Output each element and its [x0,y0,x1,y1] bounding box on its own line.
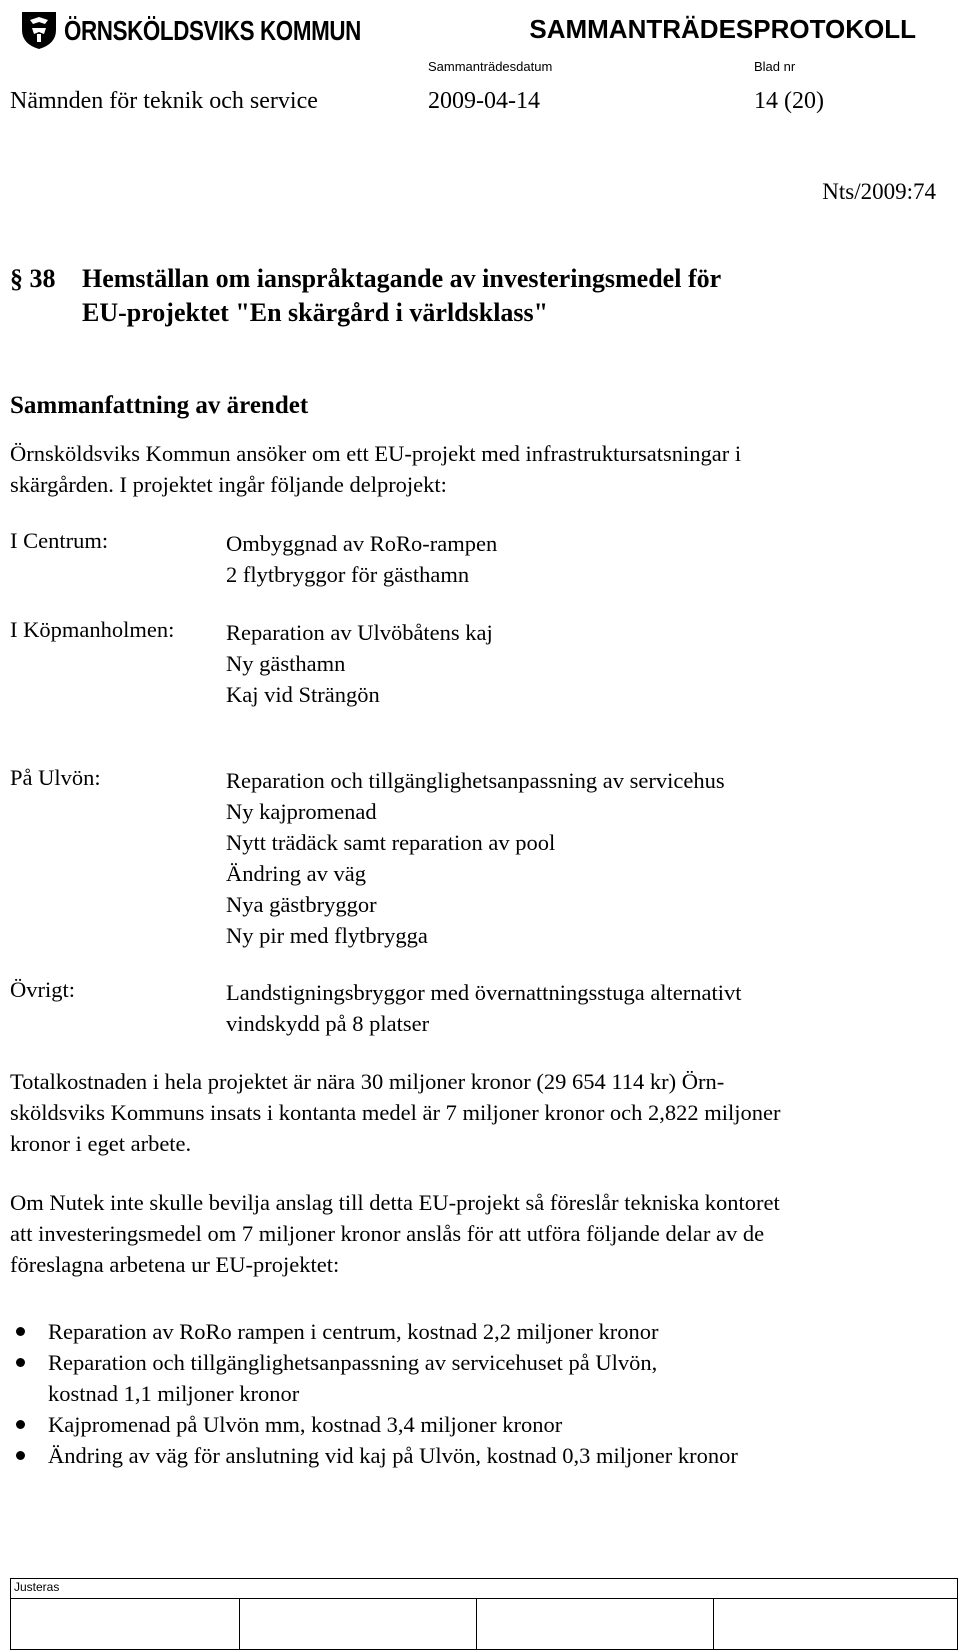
section-title-line: Hemställan om ianspråktagande av investeringsmedel för [82,264,722,293]
text-line: Örnsköldsviks Kommun ansöker om ett EU-projekt med infrastruktursatsningar i [10,441,742,466]
proposed-works-list [10,1316,738,1471]
summary-intro [10,438,930,500]
text-line: sköldsviks Kommuns insats i kontanta medel är 7 miljoner kronor och 2,822 miljoner [10,1100,781,1125]
list-item-text: Kajpromenad på Ulvön mm, kostnad 3,4 miljoner kronor [48,1412,563,1437]
signature-box [714,1599,958,1650]
subproject-item: Nya gästbryggor [226,892,377,917]
subproject-items [226,977,742,1039]
meeting-date: 2009-04-14 [428,88,540,114]
subproject-items [226,617,493,710]
page-number-label: Blad nr [754,59,796,74]
text-line: skärgården. I projektet ingår följande delprojekt: [10,472,447,497]
subproject-item: Ändring av väg [226,861,366,886]
municipality-name: ÖRNSKÖLDSVIKS KOMMUN [64,15,361,46]
list-item [10,1347,738,1409]
subproject-item: Reparation och tillgänglighetsanpassning av servicehus [226,768,725,793]
section-heading [10,262,721,330]
document-type: SAMMANTRÄDESPROTOKOLL [529,14,916,44]
subproject-item: Landstigningsbryggor med övernattningsstuga alternativt [226,980,742,1005]
signature-table [10,1578,958,1650]
list-item [10,1409,738,1440]
signature-label-cell [11,1579,958,1599]
cost-paragraph [10,1066,930,1159]
nutek-paragraph [10,1187,930,1280]
subproject-label: Övrigt: [10,977,75,1002]
list-item-text: Reparation och tillgänglighetsanpassning av servicehuset på Ulvön, [48,1350,658,1375]
bullet-icon [16,1358,25,1367]
list-item [10,1440,738,1471]
list-item-text: Reparation av RoRo rampen i centrum, kostnad 2,2 miljoner kronor [48,1319,659,1344]
subproject-item: Ombyggnad av RoRo-rampen [226,531,498,556]
text-line: Totalkostnaden i hela projektet är nära 30 miljoner kronor (29 654 114 kr) Örn- [10,1069,725,1094]
subproject-items [226,528,497,590]
subproject-label: På Ulvön: [10,765,101,790]
subproject-label: I Köpmanholmen: [10,617,175,642]
list-item [10,1316,738,1347]
subproject-item: Ny gästhamn [226,651,346,676]
text-line: att investeringsmedel om 7 miljoner kronor anslås för att utföra följande delar av de [10,1221,765,1246]
subproject-label: I Centrum: [10,528,109,553]
summary-heading: Sammanfattning av ärendet [10,392,309,419]
subproject-item: Kaj vid Strängön [226,682,380,707]
case-number: Nts/2009:74 [822,179,936,204]
list-item-text: kostnad 1,1 miljoner kronor [48,1381,300,1406]
subproject-item: Reparation av Ulvöbåtens kaj [226,620,493,645]
signature-box [240,1599,477,1650]
section-number: § 38 [10,264,56,293]
page-number: 14 (20) [754,88,824,114]
list-item-text: Ändring av väg för anslutning vid kaj på Ulvön, kostnad 0,3 miljoner kronor [48,1443,738,1468]
section-title-line: EU-projektet "En skärgård i världsklass" [82,298,549,327]
coat-of-arms-icon [20,8,58,50]
bullet-icon [16,1451,25,1460]
text-line: föreslagna arbetena ur EU-projektet: [10,1252,340,1277]
bullet-icon [16,1420,25,1429]
subproject-items [226,765,725,951]
municipality-logo [20,8,361,50]
bullet-icon [16,1327,25,1336]
text-line: kronor i eget arbete. [10,1131,192,1156]
meeting-date-label: Sammanträdesdatum [428,59,553,74]
subproject-item: Nytt trädäck samt reparation av pool [226,830,556,855]
justeras-label: Justeras [14,1580,60,1594]
subproject-item: 2 flytbryggor för gästhamn [226,562,470,587]
signature-box [11,1599,240,1650]
subproject-item: Ny kajpromenad [226,799,377,824]
board-name: Nämnden för teknik och service [10,88,318,114]
text-line: Om Nutek inte skulle bevilja anslag till detta EU-projekt så föreslår tekniska kontoret [10,1190,780,1215]
signature-box [477,1599,714,1650]
subproject-item: vindskydd på 8 platser [226,1011,430,1036]
subproject-item: Ny pir med flytbrygga [226,923,428,948]
